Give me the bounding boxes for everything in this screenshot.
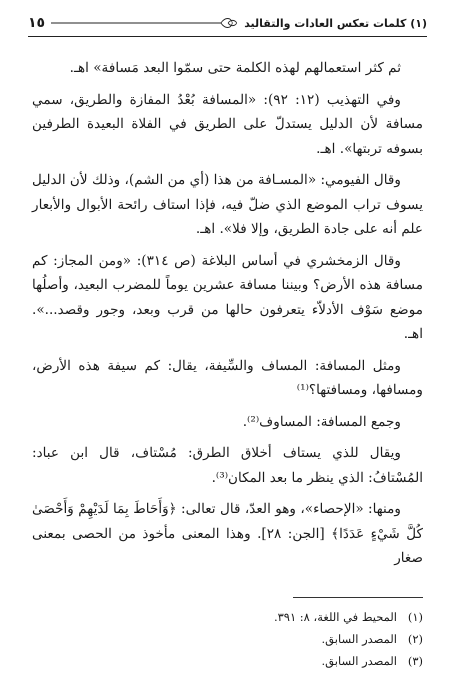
- running-header-title: (١) كلمات تعكس العادات والتقاليد: [244, 16, 427, 30]
- main-text: [32, 56, 423, 578]
- footnote-text: المصدر السابق.: [321, 632, 397, 646]
- footnote-text: المصدر السابق.: [321, 654, 397, 668]
- footnote-item: [32, 628, 423, 650]
- paragraph: ومثل المسافة: المساف والسِّيفة، يقال: كم سيفة هذه الأرض، ومسافها، ومسافتها؟⁽¹⁾: [32, 357, 423, 398]
- footnote-item: [32, 650, 423, 672]
- paragraph: وقال الزمخشري في أساس البلاغة (ص ٣١٤): «ومن المجاز: كم مسافة هذه الأرض؟ وبيننا مسافة عشرين يوماً للمضرب البعيد، وأصلُها موضع سَوْف الأدلاّء يتعرفون حالها من قرب وبعد، وجور وقصد...». اهـ.: [32, 252, 423, 342]
- footnote-number: (٢): [407, 632, 423, 646]
- paragraph: ومنها: «الإحصاء»، وهو العدّ، قال تعالى: ﴿وَأَحَاطَ بِمَا لَدَيْهِمْ وَأَحْصَىٰ كُلَّ شَيْءٍ عَدَدًا﴾ [الجن: ٢٨]. وهذا المعنى مأخوذ من الحصى بمعنى صغار: [32, 501, 423, 566]
- footnote-number: (٣): [407, 654, 423, 668]
- footnotes: [32, 606, 423, 672]
- running-header: [28, 12, 427, 34]
- paragraph: ثم كثر استعمالهم لهذه الكلمة حتى سمّوا البعد مَسافة» اهـ.: [69, 60, 401, 76]
- paragraph: ويقال للذي يستاف أخلاق الطرق: مُسْتاف، قال ابن عباد: المُسْتافُ: الذي ينظر ما بعد المكان⁽³⁾.: [32, 445, 423, 486]
- paragraph: وجمع المسافة: المساوف⁽²⁾.: [242, 413, 401, 430]
- header-ornament-icon: [51, 17, 238, 29]
- page-number: ١٥: [28, 15, 46, 31]
- paragraph: وقال الفيومي: «المسـافة من هذا (أي من الشم)، وذلك لأن الدليل يسوف تراب الموضع الذي ضلّ فيه، فإذا استاف رائحة الأبوال والأبعار علم أنه على جادة الطريق، وإلا فلا». اهـ.: [32, 172, 423, 237]
- footnote-number: (١): [407, 610, 423, 624]
- paragraph: وفي التهذيب (١٢: ٩٢): «المسافة بُعْدُ المفازة والطريق، سمي مسافة لأن الدليل يستدلّ على الطريق في الفلاة البعيدة الطرفين بسوفه تربتها». اهـ.: [32, 91, 423, 157]
- footnote-item: [32, 606, 423, 628]
- footnote-text: المحيط في اللغة، ٨: ٣٩١.: [273, 610, 397, 624]
- header-divider: [28, 36, 427, 37]
- footnote-divider: [293, 597, 423, 598]
